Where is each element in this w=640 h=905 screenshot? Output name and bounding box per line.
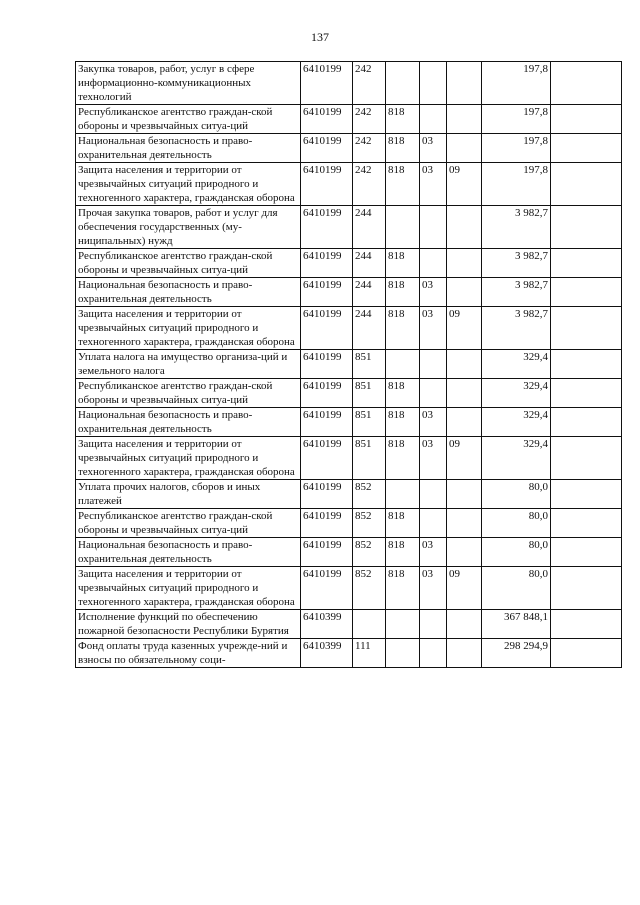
row-name-cell: Защита населения и территории от чрезвычайных ситуаций природного и техногенного характера, гражданская оборона — [76, 567, 301, 610]
subsection-cell — [447, 278, 482, 307]
empty-cell — [551, 62, 622, 105]
amount-cell: 80,0 — [482, 538, 551, 567]
expense-type-cell: 851 — [353, 408, 386, 437]
admin-code-cell — [386, 610, 420, 639]
section-cell: 03 — [420, 163, 447, 206]
admin-code-cell: 818 — [386, 509, 420, 538]
amount-cell: 329,4 — [482, 408, 551, 437]
section-cell: 03 — [420, 408, 447, 437]
amount-cell: 3 982,7 — [482, 278, 551, 307]
table-row — [76, 62, 622, 105]
admin-code-cell: 818 — [386, 437, 420, 480]
section-cell: 03 — [420, 437, 447, 480]
row-name-cell: Закупка товаров, работ, услуг в сфере информационно-коммуникационных технологий — [76, 62, 301, 105]
empty-cell — [551, 249, 622, 278]
amount-cell: 3 982,7 — [482, 307, 551, 350]
expense-type-cell: 851 — [353, 437, 386, 480]
table-row — [76, 480, 622, 509]
target-article-cell: 6410199 — [301, 105, 353, 134]
expense-type-cell: 852 — [353, 567, 386, 610]
subsection-cell — [447, 206, 482, 249]
section-cell — [420, 105, 447, 134]
empty-cell — [551, 437, 622, 480]
amount-cell: 329,4 — [482, 437, 551, 480]
row-name-cell: Национальная безопасность и право-охранительная деятельность — [76, 134, 301, 163]
amount-cell: 80,0 — [482, 480, 551, 509]
amount-cell: 329,4 — [482, 350, 551, 379]
expense-type-cell: 852 — [353, 480, 386, 509]
target-article-cell: 6410199 — [301, 567, 353, 610]
amount-cell: 367 848,1 — [482, 610, 551, 639]
budget-table-body — [76, 62, 622, 668]
section-cell — [420, 379, 447, 408]
amount-cell: 197,8 — [482, 62, 551, 105]
table-row — [76, 105, 622, 134]
admin-code-cell — [386, 206, 420, 249]
admin-code-cell — [386, 350, 420, 379]
target-article-cell: 6410399 — [301, 639, 353, 668]
admin-code-cell — [386, 639, 420, 668]
empty-cell — [551, 509, 622, 538]
table-row — [76, 437, 622, 480]
target-article-cell: 6410399 — [301, 610, 353, 639]
empty-cell — [551, 134, 622, 163]
expense-type-cell: 244 — [353, 307, 386, 350]
expense-type-cell: 242 — [353, 134, 386, 163]
admin-code-cell: 818 — [386, 134, 420, 163]
expense-type-cell: 851 — [353, 379, 386, 408]
admin-code-cell: 818 — [386, 307, 420, 350]
page-number: 137 — [311, 30, 329, 44]
section-cell — [420, 610, 447, 639]
section-cell — [420, 206, 447, 249]
expense-type-cell: 851 — [353, 350, 386, 379]
row-name-cell: Республиканское агентство граждан-ской обороны и чрезвычайных ситуа-ций — [76, 105, 301, 134]
empty-cell — [551, 278, 622, 307]
table-row — [76, 307, 622, 350]
empty-cell — [551, 610, 622, 639]
section-cell — [420, 350, 447, 379]
subsection-cell: 09 — [447, 163, 482, 206]
table-row — [76, 610, 622, 639]
amount-cell: 298 294,9 — [482, 639, 551, 668]
section-cell — [420, 639, 447, 668]
subsection-cell — [447, 134, 482, 163]
admin-code-cell: 818 — [386, 408, 420, 437]
admin-code-cell — [386, 480, 420, 509]
target-article-cell: 6410199 — [301, 249, 353, 278]
row-name-cell: Республиканское агентство граждан-ской обороны и чрезвычайных ситуа-ций — [76, 379, 301, 408]
target-article-cell: 6410199 — [301, 134, 353, 163]
target-article-cell: 6410199 — [301, 379, 353, 408]
expense-type-cell: 852 — [353, 509, 386, 538]
row-name-cell: Защита населения и территории от чрезвычайных ситуаций природного и техногенного характера, гражданская оборона — [76, 163, 301, 206]
section-cell — [420, 509, 447, 538]
admin-code-cell — [386, 62, 420, 105]
empty-cell — [551, 105, 622, 134]
subsection-cell — [447, 480, 482, 509]
amount-cell: 3 982,7 — [482, 206, 551, 249]
empty-cell — [551, 307, 622, 350]
expense-type-cell: 852 — [353, 538, 386, 567]
row-name-cell: Национальная безопасность и право-охранительная деятельность — [76, 408, 301, 437]
table-row — [76, 134, 622, 163]
subsection-cell — [447, 105, 482, 134]
target-article-cell: 6410199 — [301, 437, 353, 480]
empty-cell — [551, 480, 622, 509]
subsection-cell — [447, 249, 482, 278]
row-name-cell: Защита населения и территории от чрезвычайных ситуаций природного и техногенного характера, гражданская оборона — [76, 307, 301, 350]
expense-type-cell: 244 — [353, 249, 386, 278]
subsection-cell — [447, 350, 482, 379]
row-name-cell: Республиканское агентство граждан-ской обороны и чрезвычайных ситуа-ций — [76, 509, 301, 538]
section-cell: 03 — [420, 538, 447, 567]
empty-cell — [551, 379, 622, 408]
subsection-cell: 09 — [447, 437, 482, 480]
table-row — [76, 639, 622, 668]
admin-code-cell: 818 — [386, 249, 420, 278]
row-name-cell: Защита населения и территории от чрезвычайных ситуаций природного и техногенного характера, гражданская оборона — [76, 437, 301, 480]
amount-cell: 197,8 — [482, 105, 551, 134]
table-row — [76, 249, 622, 278]
expense-type-cell: 242 — [353, 163, 386, 206]
expense-type-cell: 244 — [353, 206, 386, 249]
subsection-cell — [447, 408, 482, 437]
subsection-cell — [447, 509, 482, 538]
amount-cell: 3 982,7 — [482, 249, 551, 278]
table-row — [76, 509, 622, 538]
amount-cell: 197,8 — [482, 134, 551, 163]
section-cell — [420, 249, 447, 278]
table-row — [76, 163, 622, 206]
amount-cell: 80,0 — [482, 509, 551, 538]
section-cell — [420, 480, 447, 509]
row-name-cell: Уплата налога на имущество организа-ций и земельного налога — [76, 350, 301, 379]
section-cell: 03 — [420, 307, 447, 350]
row-name-cell: Национальная безопасность и право-охранительная деятельность — [76, 538, 301, 567]
subsection-cell: 09 — [447, 567, 482, 610]
section-cell: 03 — [420, 278, 447, 307]
section-cell — [420, 62, 447, 105]
target-article-cell: 6410199 — [301, 538, 353, 567]
table-row — [76, 278, 622, 307]
target-article-cell: 6410199 — [301, 278, 353, 307]
subsection-cell — [447, 62, 482, 105]
admin-code-cell: 818 — [386, 278, 420, 307]
empty-cell — [551, 350, 622, 379]
subsection-cell — [447, 379, 482, 408]
expense-type-cell: 244 — [353, 278, 386, 307]
target-article-cell: 6410199 — [301, 307, 353, 350]
amount-cell: 80,0 — [482, 567, 551, 610]
target-article-cell: 6410199 — [301, 62, 353, 105]
subsection-cell — [447, 610, 482, 639]
table-row — [76, 379, 622, 408]
row-name-cell: Прочая закупка товаров, работ и услуг для обеспечения государственных (му-ниципальных) нужд — [76, 206, 301, 249]
amount-cell: 329,4 — [482, 379, 551, 408]
section-cell: 03 — [420, 134, 447, 163]
empty-cell — [551, 206, 622, 249]
table-row — [76, 350, 622, 379]
section-cell: 03 — [420, 567, 447, 610]
admin-code-cell: 818 — [386, 538, 420, 567]
table-row — [76, 567, 622, 610]
row-name-cell: Исполнение функций по обеспечению пожарной безопасности Республики Бурятия — [76, 610, 301, 639]
expense-type-cell: 242 — [353, 105, 386, 134]
admin-code-cell: 818 — [386, 379, 420, 408]
target-article-cell: 6410199 — [301, 350, 353, 379]
table-row — [76, 206, 622, 249]
expense-type-cell — [353, 610, 386, 639]
target-article-cell: 6410199 — [301, 408, 353, 437]
empty-cell — [551, 639, 622, 668]
row-name-cell: Фонд оплаты труда казенных учрежде-ний и взносы по обязательному соци- — [76, 639, 301, 668]
table-row — [76, 538, 622, 567]
target-article-cell: 6410199 — [301, 206, 353, 249]
budget-table — [75, 61, 622, 668]
expense-type-cell: 242 — [353, 62, 386, 105]
admin-code-cell: 818 — [386, 105, 420, 134]
expense-type-cell: 111 — [353, 639, 386, 668]
subsection-cell — [447, 538, 482, 567]
admin-code-cell: 818 — [386, 567, 420, 610]
empty-cell — [551, 567, 622, 610]
admin-code-cell: 818 — [386, 163, 420, 206]
target-article-cell: 6410199 — [301, 509, 353, 538]
empty-cell — [551, 163, 622, 206]
table-row — [76, 408, 622, 437]
amount-cell: 197,8 — [482, 163, 551, 206]
target-article-cell: 6410199 — [301, 163, 353, 206]
row-name-cell: Республиканское агентство граждан-ской обороны и чрезвычайных ситуа-ций — [76, 249, 301, 278]
empty-cell — [551, 538, 622, 567]
subsection-cell: 09 — [447, 307, 482, 350]
target-article-cell: 6410199 — [301, 480, 353, 509]
subsection-cell — [447, 639, 482, 668]
row-name-cell: Национальная безопасность и право-охранительная деятельность — [76, 278, 301, 307]
empty-cell — [551, 408, 622, 437]
row-name-cell: Уплата прочих налогов, сборов и иных платежей — [76, 480, 301, 509]
